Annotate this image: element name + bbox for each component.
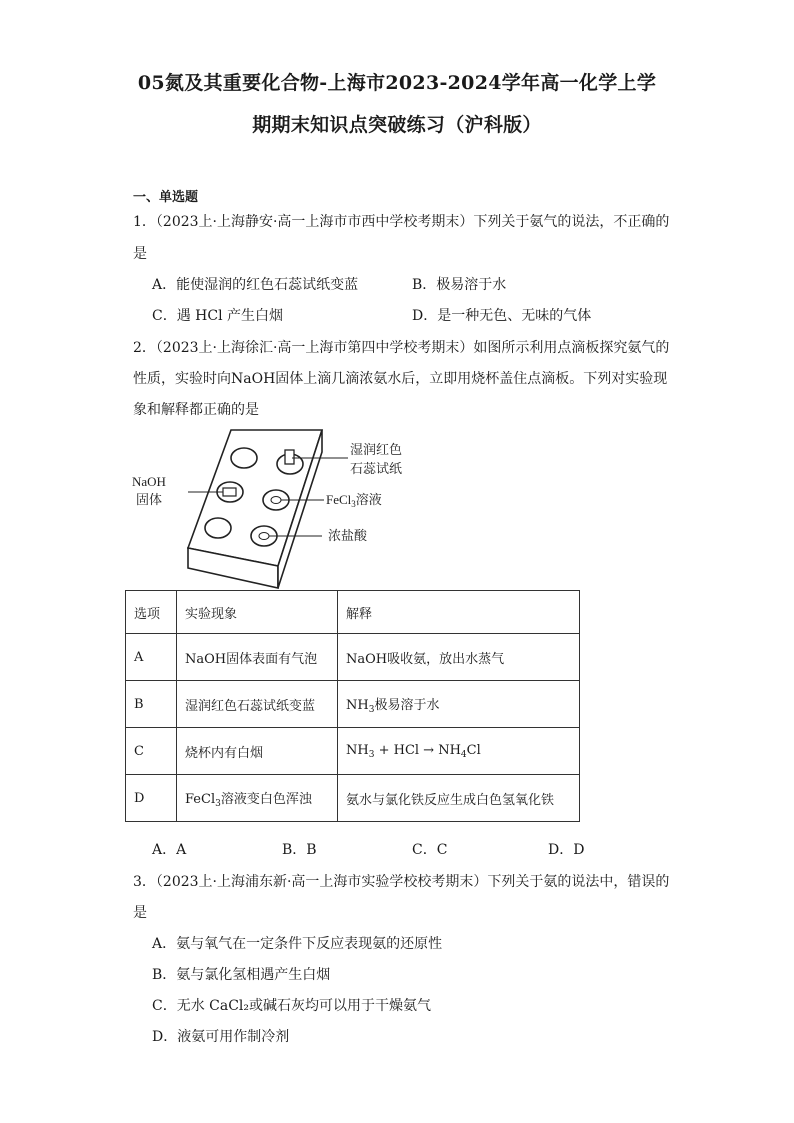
q2-option-c: C．C <box>412 842 448 858</box>
table-cell-option: B <box>126 681 177 728</box>
table-cell-option: C <box>126 728 177 775</box>
q2-stem-line2: 性质，实验时向NaOH固体上滴几滴浓氨水后，立即用烧杯盖住点滴板。下列对实验现 <box>133 371 668 387</box>
table-row <box>126 681 580 728</box>
fecl3-drop <box>271 497 281 504</box>
label-hcl: 浓盐酸 <box>328 528 368 543</box>
q2-stem-line3: 象和解释都正确的是 <box>133 402 259 418</box>
table-row <box>126 634 580 681</box>
q3-option-d: D．液氨可用作制冷剂 <box>152 1029 290 1045</box>
table-header-option: 选项 <box>126 591 177 634</box>
spot-plate-diagram <box>126 418 446 590</box>
q3-stem-line2: 是 <box>133 905 147 921</box>
q2-stem-line1: 2．（2023上·上海徐汇·高一上海市第四中学校考期末）如图所示利用点滴板探究氨气的 <box>133 340 670 356</box>
q1-option-d: D．是一种无色、无味的气体 <box>412 308 592 324</box>
q1-stem-line1: 1．（2023上·上海静安·高一上海市市西中学校考期末）下列关于氨气的说法，不正确的 <box>133 214 670 230</box>
q2-option-a: A．A <box>152 842 187 858</box>
q2-option-b: B．B <box>282 842 317 858</box>
table-header-row <box>126 591 580 634</box>
litmus-paper-strip <box>285 450 294 464</box>
table-cell-phenomenon: 湿润红色石蕊试纸变蓝 <box>177 681 338 728</box>
table-header-phenomenon: 实验现象 <box>177 591 338 634</box>
q1-stem-line2: 是 <box>133 246 147 262</box>
q3-option-a: A．氨与氧气在一定条件下反应表现氨的还原性 <box>152 936 443 952</box>
naoh-solid-block <box>223 488 236 496</box>
table-header-explanation: 解释 <box>338 591 580 634</box>
q3-option-c: C．无水 CaCl₂或碱石灰均可以用于干燥氨气 <box>152 998 432 1014</box>
table-cell-explanation: 氨水与氯化铁反应生成白色氢氧化铁 <box>338 775 580 822</box>
section-title: 一、单选题 <box>133 190 199 205</box>
table-row <box>126 775 580 822</box>
label-litmus-line2: 石蕊试纸 <box>350 461 403 476</box>
q2-option-d: D．D <box>548 842 585 858</box>
hcl-drop <box>259 533 269 540</box>
document-title-line2: 期期末知识点突破练习（沪科版） <box>252 114 542 136</box>
label-naoh: NaOH <box>132 474 166 489</box>
q1-option-a: A．能使湿润的红色石蕊试纸变蓝 <box>152 277 359 293</box>
table-cell-explanation: $NH_3$极易溶于水 <box>338 681 580 728</box>
q1-option-b: B．极易溶于水 <box>412 277 507 293</box>
table-cell-phenomenon: 烧杯内有白烟 <box>177 728 338 775</box>
table-cell-explanation: NaOH吸收氨，放出水蒸气 <box>338 634 580 681</box>
table-cell-option: A <box>126 634 177 681</box>
q3-option-b: B．氨与氯化氢相遇产生白烟 <box>152 967 331 983</box>
well-bottom-left <box>205 518 231 538</box>
table-cell-option: D <box>126 775 177 822</box>
table-cell-explanation: $NH_3$ + HCl → $NH_4Cl$ <box>338 728 580 775</box>
label-fecl3: FeCl$_3$溶液 <box>326 492 382 509</box>
q1-option-c: C．遇 HCl 产生白烟 <box>152 308 284 324</box>
table-cell-phenomenon: FeCl$_3$溶液变白色浑浊 <box>177 775 338 822</box>
document-title-line1: 05氮及其重要化合物-上海市2023-2024学年高一化学上学 <box>137 72 657 94</box>
table-cell-phenomenon: NaOH固体表面有气泡 <box>177 634 338 681</box>
label-litmus-line1: 湿润红色 <box>350 442 403 457</box>
well-top-left <box>231 448 257 468</box>
q2-options-table <box>125 590 580 822</box>
label-naoh-solid: 固体 <box>136 492 163 507</box>
table-row <box>126 728 580 775</box>
q3-stem-line1: 3．（2023上·上海浦东新·高一上海市实验学校校考期末）下列关于氨的说法中，错误的 <box>133 874 670 890</box>
